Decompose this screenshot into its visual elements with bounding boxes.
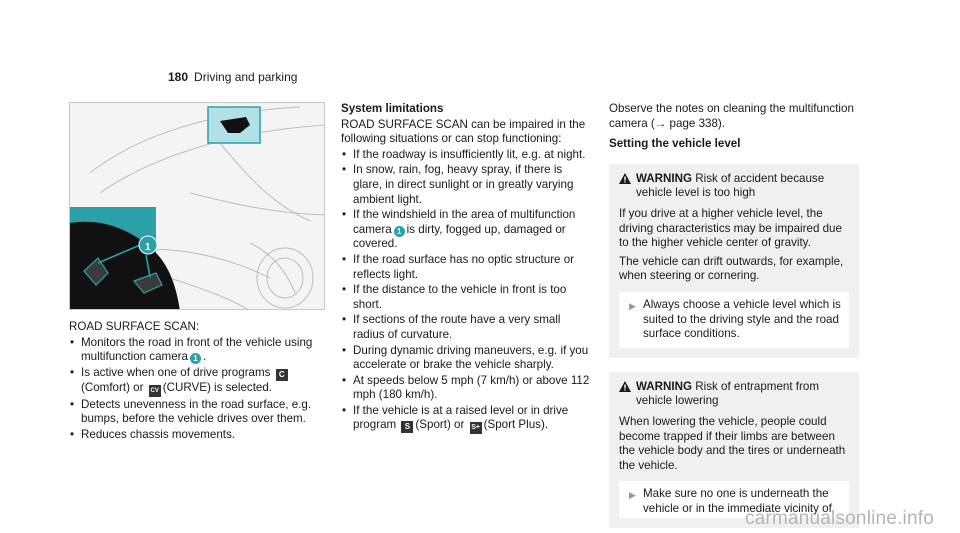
column-middle: [341, 102, 591, 435]
warning-icon: [619, 173, 631, 184]
comfort-mode-icon: C: [276, 369, 288, 381]
warning-text: Risk of accident because vehicle level is too high: [636, 171, 825, 200]
section-title: Driving and parking: [194, 70, 298, 84]
column-left: [69, 102, 325, 444]
scan-intro: ROAD SURFACE SCAN:: [69, 320, 200, 333]
warning-paragraph: If you drive at a higher vehicle level, the driving characteristics may be impaired due to the higher vehicle center of gravity.: [619, 206, 842, 250]
column-right: [609, 102, 859, 528]
play-arrow-icon: ▶: [629, 490, 636, 501]
warning-icon: [619, 381, 631, 392]
list-item: • If sections of the route have a very small radius of curvature.: [341, 313, 591, 342]
warning-paragraph: When lowering the vehicle, people could become trapped if their limbs are between the vehicle body and the tires or underneath the vehicle.: [619, 414, 846, 472]
list-item: • During dynamic driving maneuvers, e.g. if you accelerate or brake the vehicle sharply.: [341, 344, 591, 373]
car-camera-illustration: [69, 102, 325, 310]
cleaning-note: Observe the notes on cleaning the multifunction camera (→ page 338).: [609, 102, 854, 130]
warning-label: WARNING: [636, 171, 693, 185]
list-item: • If the distance to the vehicle in front is too short.: [341, 283, 591, 312]
action-step: ▶ Make sure no one is underneath the vehicle or in the immediate vicinity of: [619, 481, 849, 518]
callout-badge: 1: [394, 226, 405, 237]
warning-title: [619, 380, 849, 409]
list-item: • If the roadway is insufficiently lit, e.g. at night.: [341, 148, 591, 163]
warning-box-lowering: [609, 372, 859, 529]
list-item: • In snow, rain, fog, heavy spray, if there is glare, in direct sunlight or in greatly varying ambient light.: [341, 163, 591, 207]
list-item: • At speeds below 5 mph (7 km/h) or above 112 mph (180 km/h).: [341, 374, 591, 403]
list-item: • If the windshield in the area of multifunction camera 1 is dirty, fogged up, damaged or covered.: [341, 208, 591, 252]
list-item: • If the road surface has no optic structure or reflects light.: [341, 253, 591, 282]
watermark: carmanualsonline.info: [744, 508, 934, 530]
scan-feature-list: [69, 336, 325, 443]
system-limitations-heading: System limitations: [341, 102, 444, 115]
list-item: • If the vehicle is at a raised level or in drive program S (Sport) or S+ (Sport Plus).: [341, 404, 591, 435]
limitations-list: [341, 148, 591, 435]
warning-box-level: [609, 164, 859, 358]
sport-mode-icon: S: [401, 421, 413, 433]
action-step: ▶ Always choose a vehicle level which is suited to the driving style and the road surface conditions.: [619, 292, 849, 348]
list-item: • Detects unevenness in the road surface, e.g. bumps, before the vehicle drives over them.: [69, 398, 325, 427]
list-item: • Is active when one of drive programs C(Comfort) or CV (CURVE) is selected.: [69, 366, 325, 397]
callout-badge: 1: [190, 353, 201, 364]
figure-callout-1: 1: [145, 242, 151, 253]
vehicle-level-heading: Setting the vehicle level: [609, 137, 741, 151]
list-item: • Reduces chassis movements.: [69, 428, 325, 443]
page-header: [168, 70, 297, 85]
list-item: • Monitors the road in front of the vehicle using multifunction camera 1 .: [69, 336, 325, 365]
play-arrow-icon: ▶: [629, 300, 636, 311]
warning-label: WARNING: [636, 379, 693, 393]
limitations-intro: ROAD SURFACE SCAN can be impaired in the following situations or can stop functioning:: [341, 117, 586, 146]
curve-mode-icon: CV: [149, 385, 161, 397]
page-number: 180: [168, 70, 189, 84]
warning-title: [619, 172, 849, 201]
warning-text: Risk of entrapment from vehicle lowering: [636, 379, 819, 408]
sport-plus-mode-icon: S+: [470, 422, 482, 434]
warning-paragraph: The vehicle can drift outwards, for example, when steering or cornering.: [619, 254, 844, 283]
